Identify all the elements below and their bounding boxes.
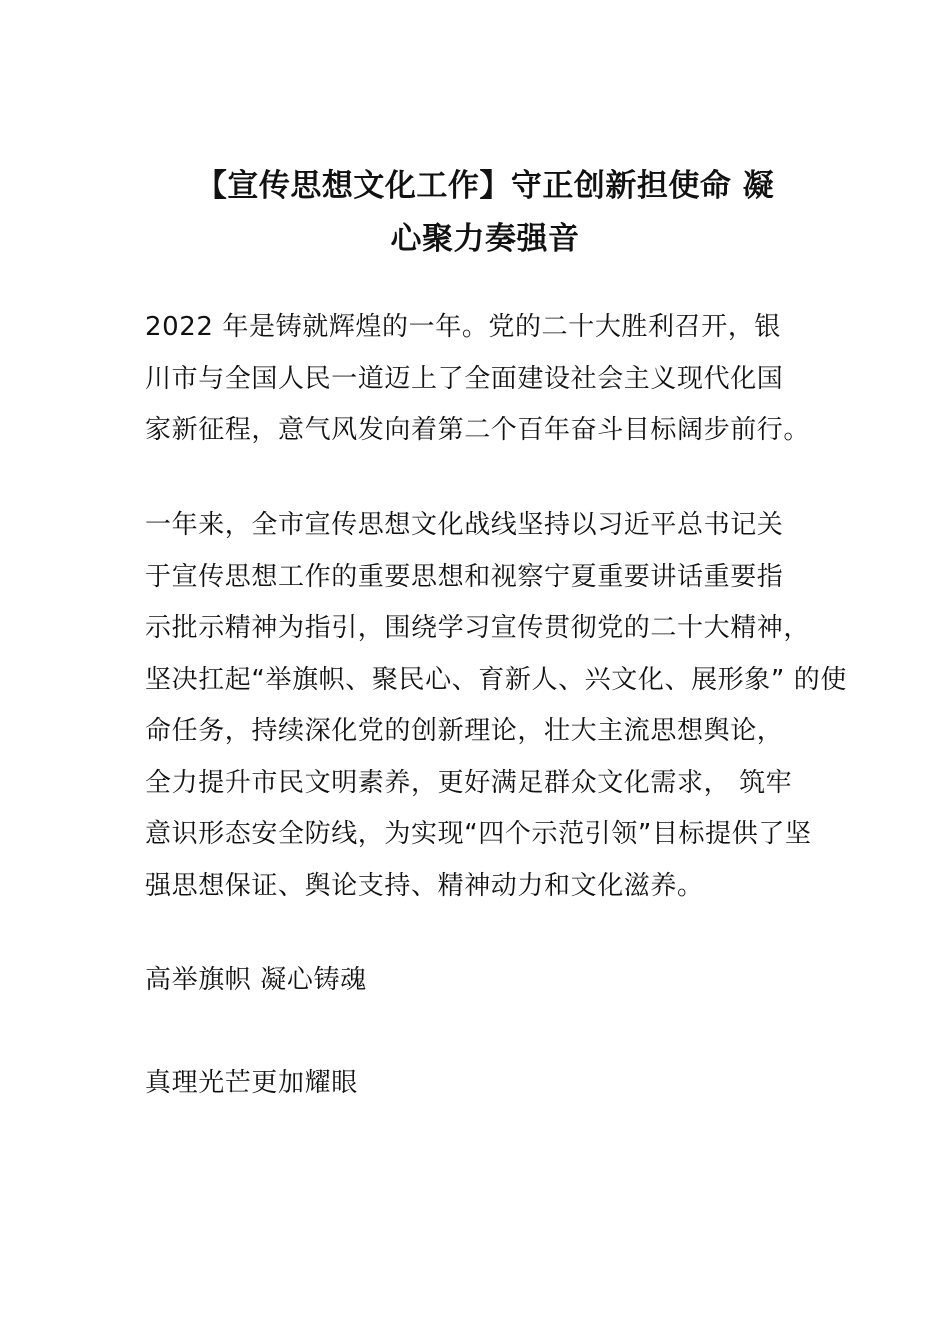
text-line: 意识形态安全防线，为实现“四个示范引领”目标提供了坚 <box>145 819 812 849</box>
text-line: 示批示精神为指引，围绕学习宣传贯彻党的二十大精神， <box>145 613 811 643</box>
text-line: 于宣传思想工作的重要思想和视察宁夏重要讲话重要指 <box>145 561 784 592</box>
section-heading-text: 高举旗帜 凝心铸魂 <box>145 965 367 995</box>
paragraph-summary <box>145 500 848 912</box>
subsection-heading-text: 真理光芒更加耀眼 <box>145 1068 358 1098</box>
document-title <box>145 160 825 266</box>
text-line: 命任务，持续深化党的创新理论，壮大主流思想舆论， <box>145 716 784 746</box>
text-line: 家新征程，意气风发向着第二个百年奋斗目标阔步前行。 <box>145 415 811 445</box>
text-line: 2022 年是铸就辉煌的一年。党的二十大胜利召开，银 <box>145 312 782 342</box>
text-line: 坚决扛起“举旗帜、聚民心、育新人、兴文化、展形象” 的使 <box>145 664 848 695</box>
section-heading <box>145 955 825 1007</box>
subsection-heading <box>145 1058 825 1110</box>
title-line: 【宣传思想文化工作】守正创新担使命 凝 <box>195 168 775 204</box>
text-line: 强思想保证、舆论支持、精神动力和文化滋养。 <box>145 870 704 901</box>
paragraph-intro <box>145 302 825 457</box>
text-line: 全力提升市民文明素养，更好满足群众文化需求， 筑牢 <box>145 767 793 798</box>
text-line: 川市与全国人民一道迈上了全面建设社会主义现代化国 <box>145 363 784 394</box>
text-line: 一年来，全市宣传思想文化战线坚持以习近平总书记关 <box>145 510 784 540</box>
title-line: 心聚力奏强音 <box>390 221 580 257</box>
